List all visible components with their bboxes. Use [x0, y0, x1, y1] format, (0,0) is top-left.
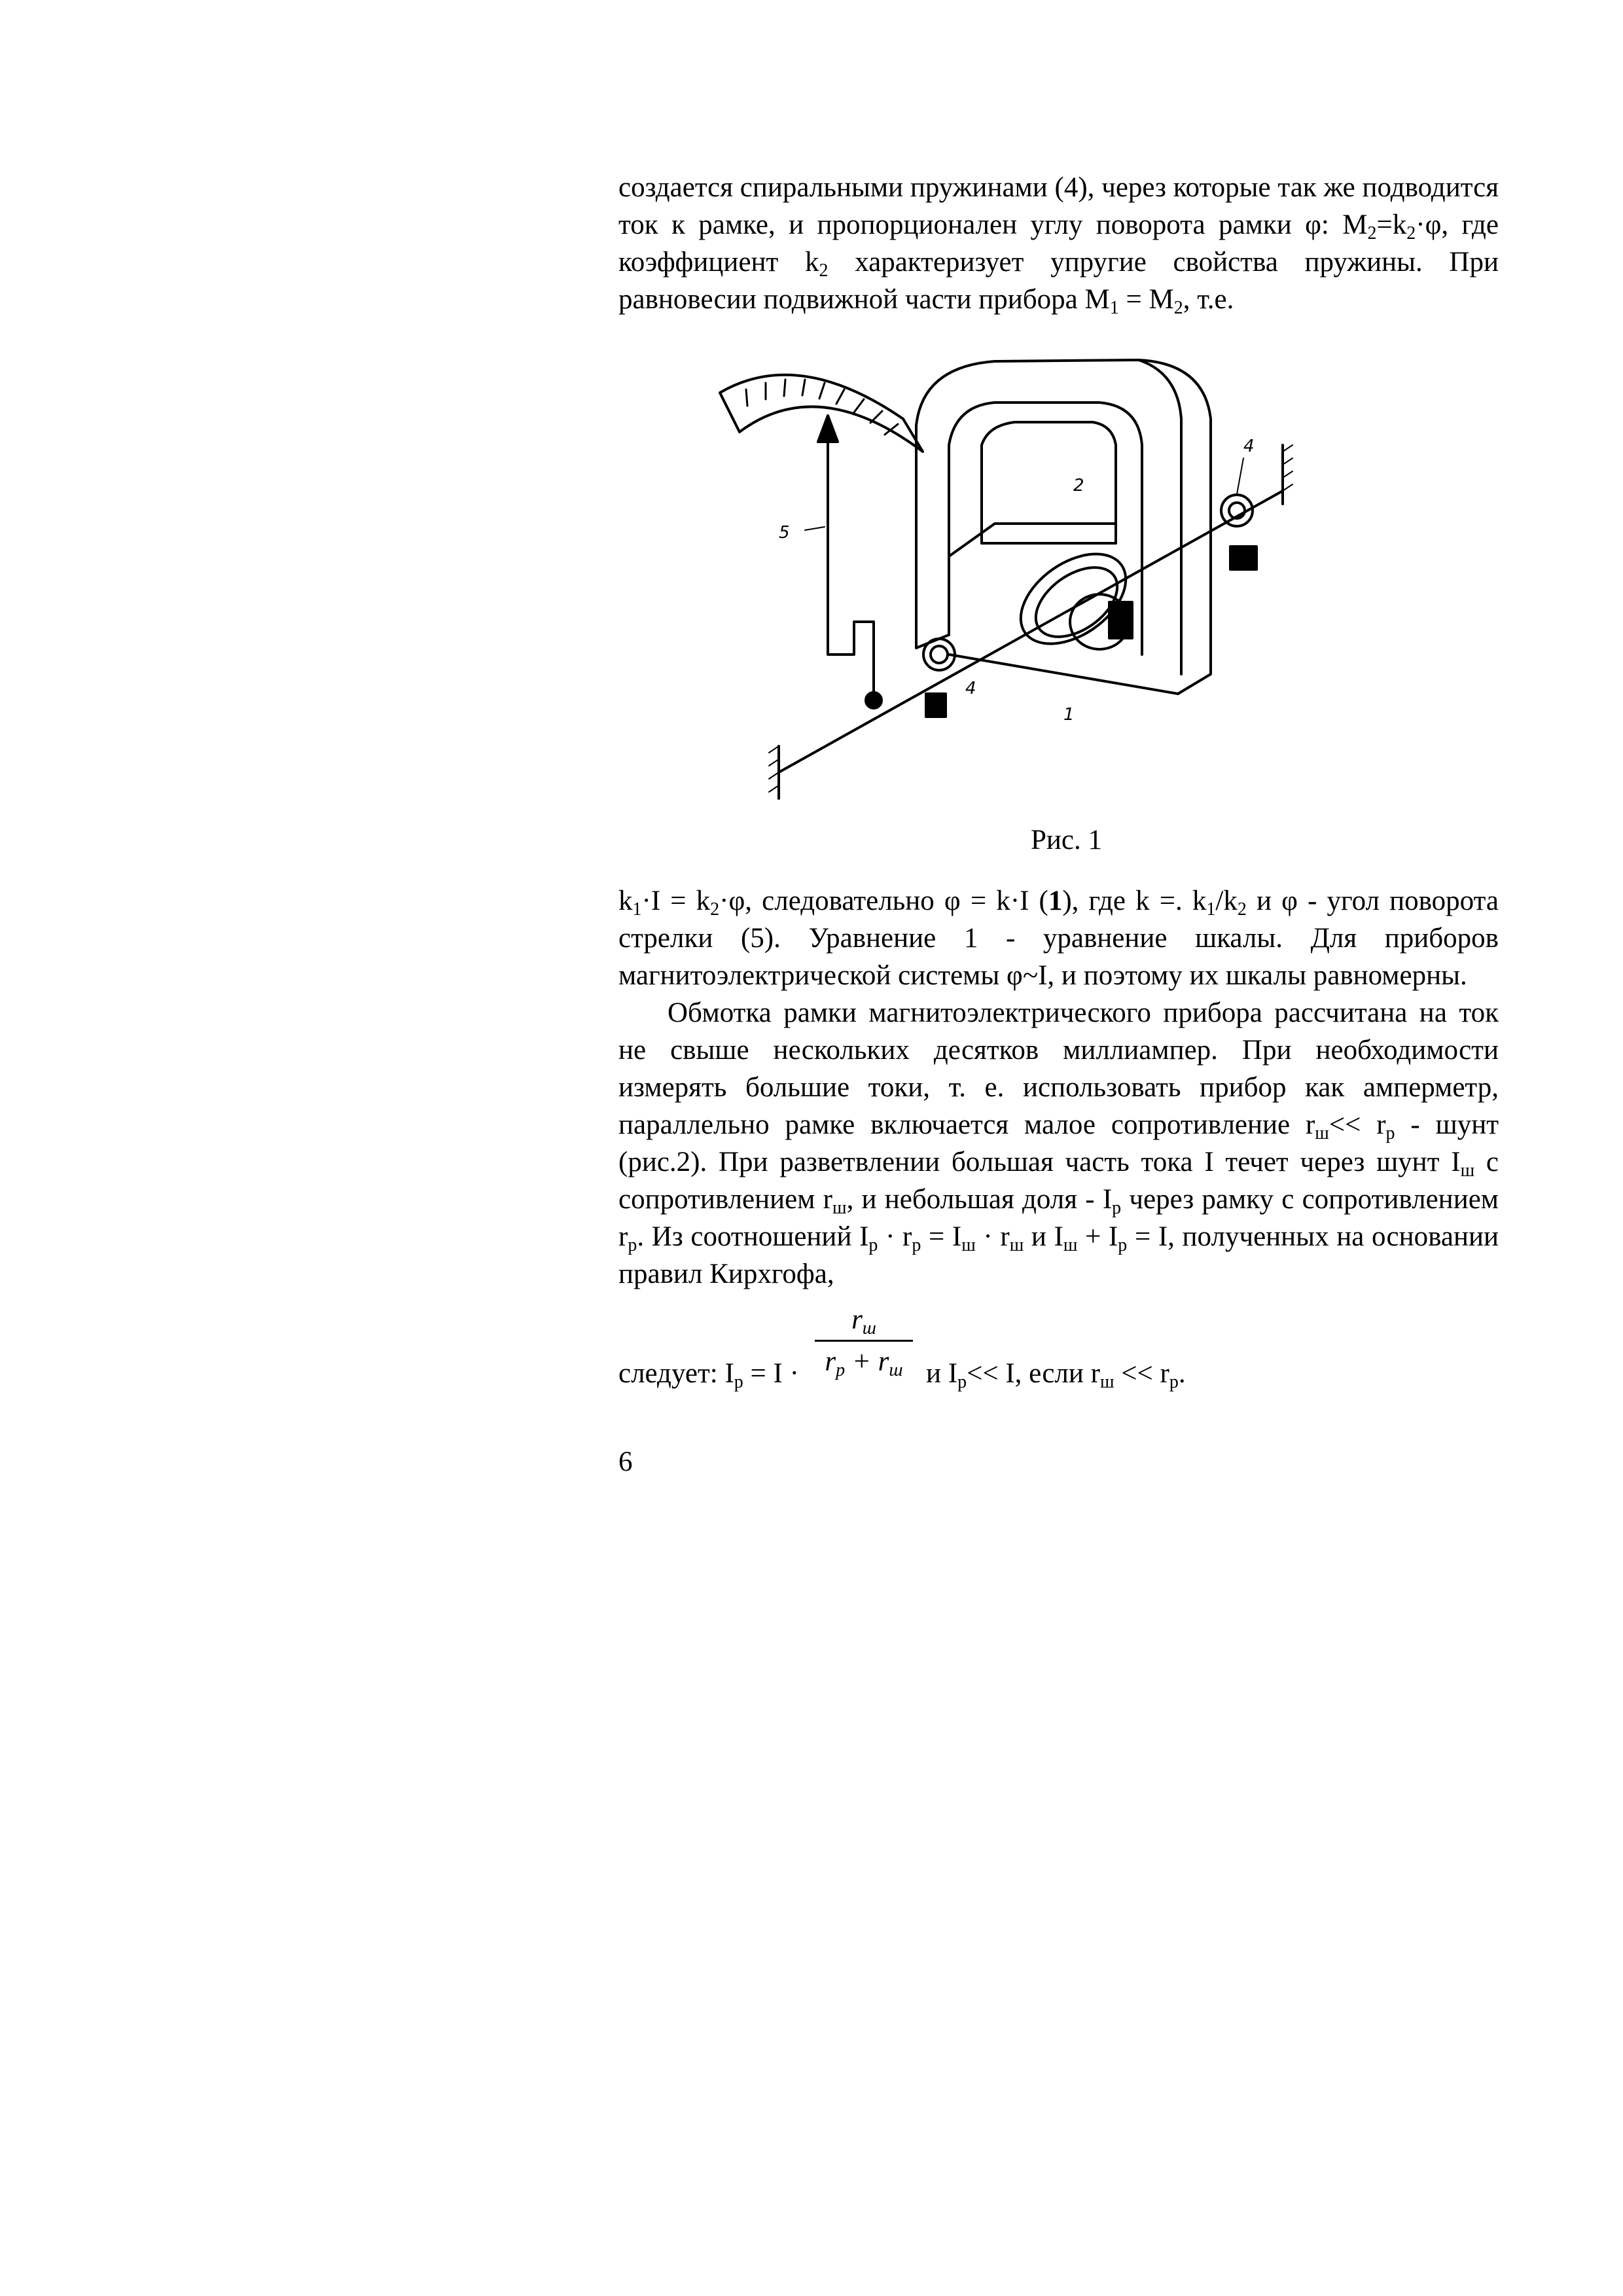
text-run: Обмотка рамки магнитоэлектрического прибора рассчитана на ток не свыше нескольких десятков миллиампер. При необходимости измерять большие токи, т. е. использовать прибор как амперметр, параллельно рамке включается малое сопротивление r [618, 997, 1499, 1140]
magnet-outer [916, 360, 1211, 694]
text-run: =k [1376, 209, 1407, 240]
text-run: = I · [743, 1358, 799, 1389]
top-paragraph [618, 169, 1499, 318]
subscript: ш [1099, 1372, 1115, 1392]
formula-line [618, 1304, 1499, 1420]
text-run: и I [1024, 1221, 1063, 1252]
formula-fraction [815, 1304, 913, 1408]
magnet-side [1139, 360, 1181, 674]
formula-tail [926, 1355, 1186, 1392]
text-run: · r [878, 1221, 912, 1252]
subscript: p [1169, 1372, 1179, 1392]
subscript: 2 [819, 260, 829, 281]
text-run: · r [975, 1221, 1010, 1252]
text-run: I ( [1020, 886, 1048, 916]
text-run: . [1178, 1358, 1186, 1389]
subscript: ш [832, 1198, 847, 1218]
text-run: - шунт (рис.2). При разветвлении большая часть тока I течет через шунт I [618, 1109, 1499, 1177]
core-shape [982, 422, 1116, 543]
text-run: , и небольшая доля - I [846, 1184, 1113, 1215]
label-2: 2 [1073, 476, 1084, 495]
label-5: 5 [779, 523, 790, 543]
pole-lines [949, 524, 1116, 556]
text-run: и I [926, 1358, 958, 1389]
text-run: . Из соотношений I [637, 1221, 869, 1252]
axis-pivot [866, 692, 882, 708]
text-run: характеризует упругие свойства [828, 247, 1278, 278]
text-run: пружины. При равновесии подвижной части прибора M [618, 247, 1499, 315]
subscript: 1 [1109, 298, 1119, 318]
fraction-denominator [815, 1343, 913, 1380]
text-run: ·I = k [641, 886, 711, 916]
label-4-left: 4 [965, 679, 976, 698]
spring-left-mount [926, 694, 946, 717]
page-number: 6 [618, 1446, 633, 1477]
subscript: ш [1315, 1123, 1329, 1143]
subscript: p [1118, 1235, 1128, 1255]
text-run: + I [1077, 1221, 1118, 1252]
label-1: 1 [1063, 705, 1075, 725]
equation-number: 1 [1048, 886, 1063, 916]
subscript: 2 [1406, 223, 1416, 243]
text-run: следует: I [618, 1358, 734, 1389]
text-run: << r [1329, 1109, 1386, 1140]
coil-frame [1005, 535, 1143, 662]
main-text [618, 882, 1499, 1293]
subscript: ш [1063, 1235, 1078, 1255]
text-run: r [851, 1304, 863, 1335]
leader-5 [805, 527, 825, 530]
subscript: ш [889, 1360, 903, 1380]
equation-paragraph [618, 882, 1499, 994]
spring-right-mount [1230, 547, 1257, 569]
top-paragraph-text [618, 169, 1499, 318]
subscript: 1 [1206, 899, 1216, 920]
subscript: p [1112, 1198, 1122, 1218]
text-run: через рамку с сопротивлением r [618, 1184, 1499, 1252]
fraction-numerator [815, 1304, 913, 1336]
text-line: подводится ток к рамке, и пропорционален углу поворота рамки φ: [618, 172, 1499, 240]
text-run: << I, если r [967, 1358, 1100, 1389]
text-run: r [825, 1346, 836, 1377]
subscript: ш [1460, 1160, 1475, 1181]
spring-left-inner [931, 646, 948, 663]
text-line: создается спиральными пружинами (4), через которые так же [618, 172, 1363, 203]
subscript: ш [862, 1318, 876, 1338]
text-run: с сопротивлением r [618, 1147, 1499, 1215]
subscript: 2 [1173, 298, 1183, 318]
fraction-bar [815, 1340, 913, 1342]
text-run: ), где k =. k [1062, 886, 1207, 916]
text-run: M [1342, 209, 1368, 240]
subscript: p [868, 1235, 878, 1255]
text-run: << r [1114, 1358, 1169, 1389]
subscript: p [734, 1372, 743, 1392]
text-run: ·φ, следовательно φ = k [719, 886, 1010, 916]
subscript: p [912, 1235, 921, 1255]
figure-caption: Рис. 1 [1031, 825, 1103, 855]
formula-lead [618, 1355, 799, 1392]
text-run: и φ - угол поворота стрелки (5). Уравнение 1 - уравнение шкалы. Для приборов магнитоэлектрической системы φ~I, и поэтому их шкалы равномерны. [618, 886, 1499, 991]
instrument-diagram [707, 347, 1296, 825]
subscript: 1 [632, 899, 642, 920]
text-run: + r [845, 1346, 889, 1377]
text-run: /k [1215, 886, 1238, 916]
subscript: 2 [710, 899, 720, 920]
text-run: k [618, 886, 633, 916]
shunt-paragraph [618, 994, 1499, 1293]
subscript: p [1385, 1123, 1395, 1143]
subscript: 2 [1367, 223, 1377, 243]
subscript: p [836, 1360, 846, 1380]
text-run: = I, полученных на основании правил Кирхгофа, [618, 1221, 1499, 1289]
subscript: p [628, 1235, 637, 1255]
text-run: = I [921, 1221, 962, 1252]
text-run: ·φ, где коэффициент k [618, 209, 1499, 278]
subscript: 2 [1237, 899, 1247, 920]
label-4-right: 4 [1243, 437, 1255, 456]
subscript: ш [961, 1235, 976, 1255]
pointer-tip [818, 416, 838, 442]
subscript: ш [1009, 1235, 1024, 1255]
subscript: p [957, 1372, 967, 1392]
text-run: , т.е. [1183, 284, 1234, 315]
text-run: = M [1118, 284, 1174, 315]
core-shade [1109, 602, 1132, 638]
text-run: · [1010, 886, 1020, 916]
pointer-arrow [828, 422, 874, 694]
leader-4-right [1237, 458, 1243, 494]
